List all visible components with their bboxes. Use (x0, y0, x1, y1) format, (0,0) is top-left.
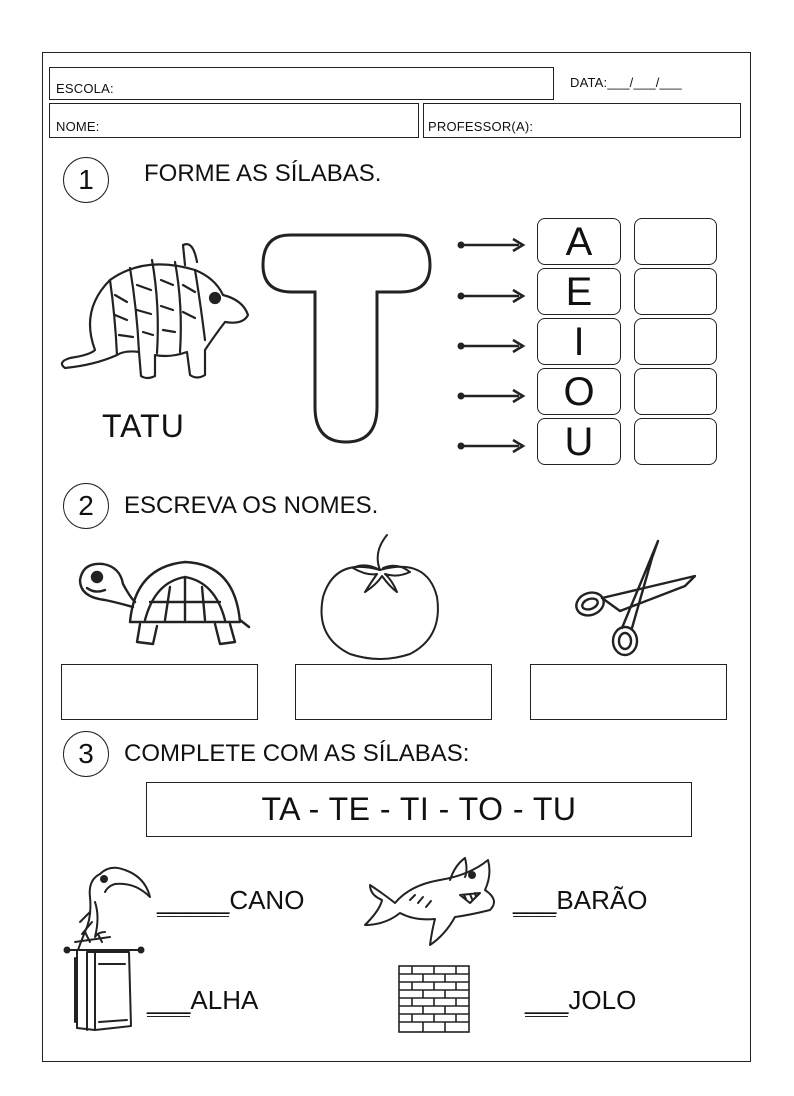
teacher-field[interactable] (423, 103, 741, 138)
school-field[interactable] (49, 67, 554, 100)
name-answer-box-tomato[interactable] (295, 664, 492, 720)
towel-icon (65, 944, 147, 1034)
fill-item-toucan[interactable] (157, 885, 304, 917)
syllable-answer-box[interactable] (634, 268, 717, 315)
arrow-icon (457, 438, 527, 454)
vowel-box-u: U (537, 418, 621, 465)
vowel-box-i: I (537, 318, 621, 365)
school-label: ESCOLA: (56, 81, 114, 96)
arrow-icon (457, 388, 527, 404)
fill-blank[interactable]: ___ (513, 885, 557, 915)
vowel-box-o: O (537, 368, 621, 415)
fill-blank[interactable]: ___ (525, 985, 569, 1015)
fill-blank[interactable]: _____ (157, 885, 230, 915)
fill-item-towel[interactable] (147, 985, 258, 1017)
scissors-icon (570, 536, 700, 662)
turtle-icon (75, 552, 250, 652)
fill-blank[interactable]: ___ (147, 985, 191, 1015)
vowel-box-a: A (537, 218, 621, 265)
section-3-number: 3 (63, 731, 109, 777)
name-field[interactable] (49, 103, 419, 138)
name-answer-box-scissors[interactable] (530, 664, 727, 720)
syllable-answer-box[interactable] (634, 218, 717, 265)
tomato-icon (315, 532, 445, 662)
name-answer-box-turtle[interactable] (61, 664, 258, 720)
teacher-label: PROFESSOR(A): (428, 119, 534, 134)
fill-suffix: BARÃO (556, 885, 648, 915)
shark-icon (360, 855, 508, 950)
picture-word-tatu: TATU (102, 408, 185, 444)
vowel-box-e: E (537, 268, 621, 315)
fill-suffix: CANO (229, 885, 305, 915)
arrow-icon (457, 338, 527, 354)
section-3-title: COMPLETE COM AS SÍLABAS: (124, 740, 470, 767)
big-letter-t (260, 232, 435, 447)
armadillo-icon (55, 240, 255, 390)
name-label: NOME: (56, 119, 100, 134)
fill-suffix: ALHA (190, 985, 259, 1015)
section-1-number: 1 (63, 157, 109, 203)
fill-suffix: JOLO (568, 985, 637, 1015)
brick-wall-icon (398, 965, 470, 1033)
fill-item-brick[interactable] (525, 985, 636, 1017)
syllable-answer-box[interactable] (634, 318, 717, 365)
arrow-icon (457, 237, 527, 253)
toucan-icon (70, 862, 152, 950)
syllable-answer-box[interactable] (634, 368, 717, 415)
section-1-title: FORME AS SÍLABAS. (144, 160, 382, 187)
arrow-icon (457, 288, 527, 304)
fill-item-shark[interactable] (513, 885, 647, 917)
section-2-title: ESCREVA OS NOMES. (124, 492, 379, 519)
syllable-bank: TA - TE - TI - TO - TU (146, 782, 692, 837)
section-2-number: 2 (63, 483, 109, 529)
date-label: DATA:___/___/___ (570, 75, 682, 90)
syllable-answer-box[interactable] (634, 418, 717, 465)
